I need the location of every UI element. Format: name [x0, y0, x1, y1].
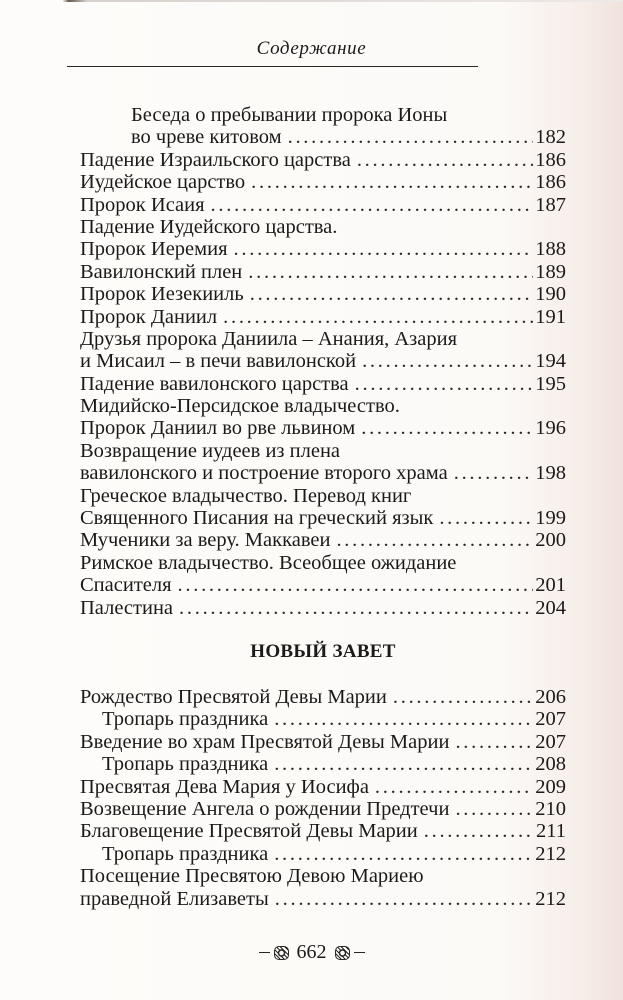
toc-page-number: 186 [535, 148, 566, 171]
toc-entry-title: Мученики за веру. Маккавеи [80, 529, 331, 552]
page-number: 662 [296, 941, 327, 963]
toc-entry-title: Беседа о пребывании пророка Ионы [131, 104, 448, 126]
toc-entry-line-with-page [80, 171, 566, 193]
toc-entry [80, 686, 566, 708]
toc-entry-line-with-page [80, 708, 566, 730]
toc-entry-line [80, 865, 566, 887]
dot-leader [178, 574, 534, 596]
toc-entry [80, 194, 566, 216]
toc-page-number: 195 [535, 372, 566, 395]
toc-entry [80, 395, 566, 440]
toc-entry-title: Посещение Пресвятою Девою Мариею [80, 865, 424, 888]
dot-leader [355, 373, 534, 395]
toc-entry-line-with-page [80, 798, 566, 820]
toc-entry-line-with-page [80, 373, 566, 395]
toc-page-number: 206 [535, 685, 566, 708]
toc-entry [80, 552, 566, 597]
toc-entry-title: Падение вавилонского царства [80, 372, 349, 395]
toc-entry-line [80, 104, 566, 126]
toc-entry-line [80, 485, 566, 507]
toc-entry [80, 149, 566, 171]
toc-entry [80, 216, 566, 261]
section-heading-new-testament: НОВЫЙ ЗАВЕТ [250, 641, 396, 663]
dot-leader [223, 306, 533, 328]
toc-entry-title: Падение Иудейского царства. [80, 215, 338, 238]
toc-entry-line-with-page [80, 194, 566, 216]
toc-entry-title: Греческое владычество. Перевод книг [80, 484, 412, 507]
dot-leader [393, 686, 533, 708]
dot-leader [439, 507, 533, 529]
toc-page-number: 208 [535, 753, 566, 776]
toc-entry-line-with-page [80, 283, 566, 305]
toc-entry [80, 104, 566, 149]
toc-entry-title: Тропарь праздника [102, 708, 269, 731]
toc-entry-title: Возвращение иудеев из плена [80, 439, 341, 462]
toc-entry-title: Введение во храм Пресвятой Девы Марии [80, 730, 450, 753]
dot-leader [274, 843, 533, 865]
toc-entry-title: Римское владычество. Всеобщее ожидание [80, 551, 457, 574]
toc-page-number: 212 [535, 842, 566, 865]
toc-page-number: 188 [535, 238, 566, 261]
dot-leader [361, 417, 533, 439]
toc-page-number: 194 [535, 350, 566, 373]
dot-leader [250, 283, 534, 305]
toc-page-number: 211 [536, 820, 566, 843]
toc-page-number: 186 [535, 171, 566, 194]
toc-entry-line-with-page [80, 529, 566, 551]
ornament-left-icon [274, 946, 289, 960]
toc-entry-title: Тропарь праздника [102, 842, 269, 865]
toc-entry-line-with-page [80, 462, 566, 484]
dot-leader [248, 261, 533, 283]
toc-page-number: 210 [535, 797, 566, 820]
toc-entry-line-with-page [80, 753, 566, 775]
toc-entry-title: Благовещение Пресвятой Девы Марии [80, 820, 418, 843]
toc-entry-line-with-page [80, 888, 566, 910]
toc-entry-title: Пророк Иезекииль [80, 283, 244, 306]
table-of-contents [80, 104, 566, 910]
toc-entry [80, 597, 566, 619]
toc-entry [80, 820, 566, 842]
toc-entry-title: Вавилонский плен [80, 260, 243, 283]
toc-entry-line-with-page [80, 261, 566, 283]
toc-entry-line-with-page [80, 574, 566, 596]
toc-entry [80, 753, 566, 775]
dot-leader [274, 708, 533, 730]
dot-leader [251, 171, 533, 193]
toc-entry [80, 373, 566, 395]
dot-leader [454, 462, 534, 484]
toc-entry [80, 776, 566, 798]
toc-page-number: 207 [535, 730, 566, 753]
toc-entry-title: Падение Израильского царства [80, 148, 351, 171]
toc-entry-title: вавилонского и построение второго храма [80, 462, 448, 485]
dot-leader [211, 194, 534, 216]
toc-entry-title: праведной Елизаветы [80, 887, 269, 910]
toc-entry-title: Пророк Исаия [80, 193, 205, 216]
footer-dash-left [259, 952, 270, 954]
toc-entry-line-with-page [80, 731, 566, 753]
toc-page-number: 196 [535, 417, 566, 440]
toc-entry-title: Пророк Иеремия [80, 238, 228, 261]
toc-entry-title: Пророк Даниил [80, 305, 218, 328]
dot-leader [179, 597, 533, 619]
dot-leader [455, 798, 533, 820]
toc-page-number: 212 [535, 887, 566, 910]
toc-entry-title: Друзья пророка Даниила – Анания, Азария [80, 327, 458, 350]
toc-entry-title: и Мисаил – в печи вавилонской [80, 350, 357, 373]
toc-page-number: 198 [535, 462, 566, 485]
dot-leader [234, 238, 534, 260]
toc-page-number: 204 [535, 596, 566, 619]
toc-group-new-testament [80, 686, 566, 910]
toc-entry-title: Тропарь праздника [102, 753, 269, 776]
toc-entry-line [80, 216, 566, 238]
page-footer [0, 941, 623, 964]
toc-entry-title: Мидийско-Персидское владычество. [80, 395, 400, 418]
toc-page-number: 207 [535, 708, 566, 731]
toc-entry-line [80, 395, 566, 417]
dot-leader [375, 776, 533, 798]
dot-leader [357, 149, 533, 171]
toc-entry [80, 171, 566, 193]
toc-page-number: 182 [535, 126, 566, 149]
running-header [0, 38, 623, 60]
dot-leader [275, 888, 533, 910]
toc-entry-line-with-page [80, 350, 566, 372]
footer-dash-right [354, 952, 365, 954]
toc-page-number: 209 [535, 775, 566, 798]
toc-entry-line-with-page [80, 507, 566, 529]
dot-leader [455, 731, 533, 753]
toc-entry [80, 485, 566, 530]
toc-entry-title: во чреве китовом [131, 126, 282, 149]
toc-entry [80, 283, 566, 305]
toc-entry-title: Иудейское царство [80, 171, 246, 194]
toc-entry-line-with-page [80, 306, 566, 328]
toc-entry [80, 328, 566, 373]
toc-page-number: 190 [535, 283, 566, 306]
toc-entry [80, 529, 566, 551]
toc-entry [80, 261, 566, 283]
toc-entry [80, 798, 566, 820]
toc-entry [80, 731, 566, 753]
page-top-edge [0, 0, 623, 2]
toc-entry-title: Палестина [80, 596, 174, 619]
toc-page-number: 201 [535, 574, 566, 597]
toc-entry-title: Спасителя [80, 574, 172, 597]
toc-entry-title: Священного Писания на греческий язык [80, 507, 434, 530]
toc-entry [80, 306, 566, 328]
toc-entry-line-with-page [80, 686, 566, 708]
header-rule [67, 66, 478, 67]
toc-entry-line-with-page [80, 126, 566, 148]
toc-entry-title: Пресвятая Дева Мария у Иосифа [80, 775, 369, 798]
toc-page-number: 189 [535, 260, 566, 283]
toc-entry-line-with-page [80, 843, 566, 865]
dot-leader [336, 529, 533, 551]
toc-entry-line [80, 328, 566, 350]
toc-entry [80, 865, 566, 910]
toc-page-number: 191 [535, 305, 566, 328]
running-header-title: Содержание [256, 38, 367, 59]
toc-entry-line-with-page [80, 820, 566, 842]
toc-entry-title: Пророк Даниил во рве львином [80, 417, 356, 440]
toc-entry-line-with-page [80, 597, 566, 619]
toc-entry-line-with-page [80, 149, 566, 171]
dot-leader [274, 753, 533, 775]
toc-entry [80, 440, 566, 485]
toc-entry-title: Возвещение Ангела о рождении Предтечи [80, 797, 450, 820]
dot-leader [288, 126, 534, 148]
toc-entry-title: Рождество Пресвятой Девы Марии [80, 685, 387, 708]
toc-group-old-testament [80, 104, 566, 619]
toc-page-number: 199 [535, 507, 566, 530]
toc-page-number: 187 [535, 193, 566, 216]
toc-entry-line-with-page [80, 238, 566, 260]
dot-leader [362, 350, 533, 372]
dot-leader [424, 820, 534, 842]
toc-page-number: 200 [535, 529, 566, 552]
toc-entry-line [80, 440, 566, 462]
toc-entry-line-with-page [80, 776, 566, 798]
toc-entry-line-with-page [80, 417, 566, 439]
toc-entry-line [80, 552, 566, 574]
toc-entry [80, 708, 566, 730]
ornament-right-icon [335, 946, 350, 960]
toc-entry [80, 843, 566, 865]
